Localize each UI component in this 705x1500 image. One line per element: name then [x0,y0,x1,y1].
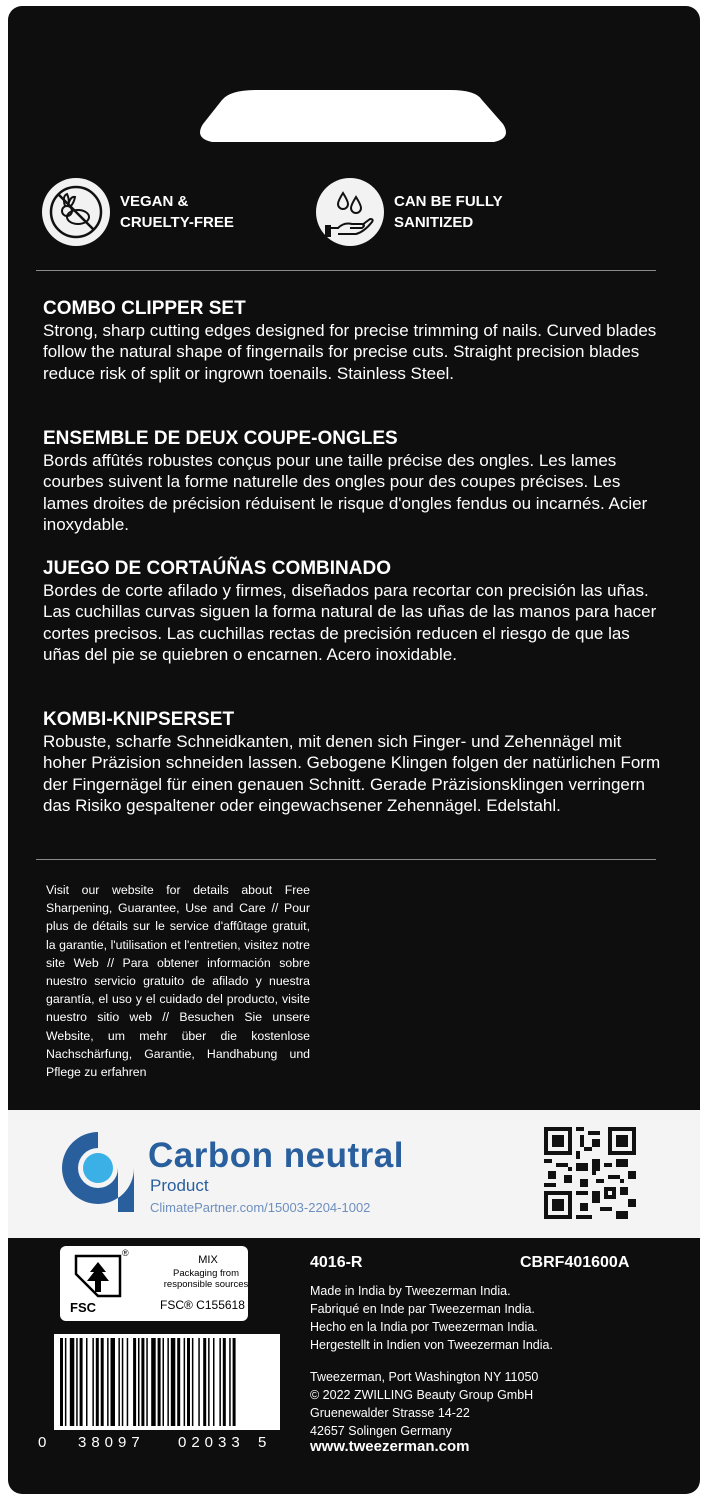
section-body: Robuste, scharfe Schneidkanten, mit denen sich Finger- und Zehennägel mit hoher Präzision schneiden lassen. Gebogene Klingen folgen der natürlichen Form der Fingernägel für einen genauen Schnitt. Gerade Präzisionsklingen verringern das Risiko gespaltener oder eingewachsener Zehennägel. Edelstahl. [43,732,661,815]
section-heading: KOMBI-KNIPSERSET [43,709,235,730]
barcode-lead-digit: 0 [38,1434,47,1451]
barcode-bar [203,1338,206,1426]
rabbit-crossed-icon [42,178,110,246]
section-body: Bordes de corte afilado y firmes, diseñados para recortar con precisión las uñas. Las cuchillas curvas siguen la forma natural de las uñas de las manos para hacer cortes precisos. Las cuchillas rectas de precisión reducen el riesgo de que las uñas del pie se quiebren o encarnen. Acero inoxidable. [43,581,657,664]
barcode-bars [54,1334,280,1430]
website-link[interactable]: www.tweezerman.com [310,1438,470,1455]
package-back-card [8,6,700,1494]
address-line: © 2022 ZWILLING Beauty Group GmbH [310,1388,534,1402]
section-german [43,709,663,816]
sanitize-label: CAN BE FULLY SANITIZED [394,193,503,231]
address-line: 42657 Solingen Germany [310,1424,452,1438]
fsc-label [60,1246,248,1321]
barcode-bar [146,1338,148,1426]
made-in-line: Hecho en la India por Tweezerman India. [310,1320,538,1334]
address-line: Gruenewalder Strasse 14-22 [310,1406,470,1420]
barcode-bar [96,1338,99,1426]
climate-partner-logo-icon [56,1126,140,1222]
made-in-line: Made in India by Tweezerman India. [310,1284,511,1298]
section-spanish [43,558,663,665]
barcode-bar [118,1338,120,1426]
carbon-neutral-title: Carbon neutral [148,1136,404,1175]
section-heading: ENSEMBLE DE DEUX COUPE-ONGLES [43,428,398,449]
barcode-bar [60,1338,63,1426]
vegan-label: VEGAN & CRUELTY-FREE [120,193,234,231]
barcode-bar [177,1338,180,1426]
barcode-bar [80,1338,83,1426]
barcode-bar [70,1338,75,1426]
barcode-bar [122,1338,124,1426]
barcode-bar [233,1338,236,1426]
fsc-code: FSC® C155618 [160,1298,245,1312]
section-heading: JUEGO DE CORTAÚÑAS COMBINADO [43,558,391,579]
sanitize-hand-drops-icon [316,178,384,246]
barcode-bar [76,1338,78,1426]
fsc-tree-icon [68,1252,128,1302]
barcode-bar [184,1338,186,1426]
barcode-bar [107,1338,109,1426]
barcode-bar [151,1338,156,1426]
barcode-bar [65,1338,67,1426]
qr-code-icon [544,1127,636,1219]
address-line: Tweezerman, Port Washington NY 11050 [310,1370,539,1384]
barcode-bar [192,1338,194,1426]
section-body: Strong, sharp cutting edges designed for precise trimming of nails. Curved blades follow the natural shape of fingernails for precise cuts. Straight precision blades reduce risk of split or ingrown toenails. Stainless Steel. [43,321,657,383]
barcode-bar [219,1338,221,1426]
section-heading: COMBO CLIPPER SET [43,298,246,319]
barcode-bar [133,1338,136,1426]
registered-mark: ® [122,1248,129,1258]
barcode-bar [223,1338,226,1426]
hang-tab-cutout [8,6,700,176]
barcode-bar [141,1338,144,1426]
made-in-line: Hergestellt in Indien von Tweezerman India. [310,1338,553,1352]
barcode-bar [208,1338,210,1426]
model-number: 4016-R [310,1254,363,1271]
climate-partner-url: ClimatePartner.com/15003-2204-1002 [150,1200,371,1215]
barcode [54,1334,280,1430]
barcode-bar [198,1338,200,1426]
carbon-neutral-product: Product [150,1176,209,1195]
website-note: Visit our website for details about Free Sharpening, Guarantee, Use and Care // Pour plus de détails sur le service d'affûtage gratuit, la garantie, l'utilisation et l'entretien, visitez notre site Web // Para obtener información sobre nuestro servicio gratuito de afilado y nuestra garantía, el uso y el cuidado del producto, visite nuestro sitio web // Besuchen Sie unsere Website, um mehr über die kostenlose Nachschärfung, Garantie, Handhabung und Pflege zu erfahren [46,883,310,1080]
fsc-packaging-text: Packaging from responsible sources [163,1268,249,1290]
barcode-bar [163,1338,165,1426]
barcode-bar [213,1338,215,1426]
barcode-bar [127,1338,129,1426]
made-in-line: Fabriqué en Inde par Tweezerman India. [310,1302,535,1316]
barcode-bar [158,1338,161,1426]
barcode-bar [92,1338,94,1426]
fsc-mix: MIX [198,1254,218,1266]
barcode-bar [187,1338,190,1426]
sanitize-badge [316,178,524,246]
barcode-bar [167,1338,169,1426]
barcode-bar [86,1338,88,1426]
barcode-bar [229,1338,231,1426]
barcode-check-digit: 5 [258,1434,267,1451]
section-body: Bords affûtés robustes conçus pour une taille précise des ongles. Les lames courbes suivent la forme naturelle des ongles pour des coupes précises. Les lames droites de précision réduisent le risque d'ongles fendus ou incarnés. Acier inoxydable. [43,451,648,534]
section-english [43,298,663,384]
made-in-text [310,1282,553,1354]
section-french [43,428,663,535]
vegan-badge [42,178,250,246]
fsc-logo-word: FSC [70,1300,96,1315]
barcode-right-digits: 02033 [178,1434,245,1451]
barcode-left-digits: 38097 [78,1434,145,1451]
divider [36,859,656,860]
barcode-digits [38,1430,288,1456]
barcode-bar [101,1338,104,1426]
barcode-bar [138,1338,140,1426]
barcode-bar [171,1338,176,1426]
product-code: CBRF401600A [520,1254,630,1271]
divider [36,270,656,271]
address-text [310,1368,538,1440]
barcode-bar [111,1338,116,1426]
